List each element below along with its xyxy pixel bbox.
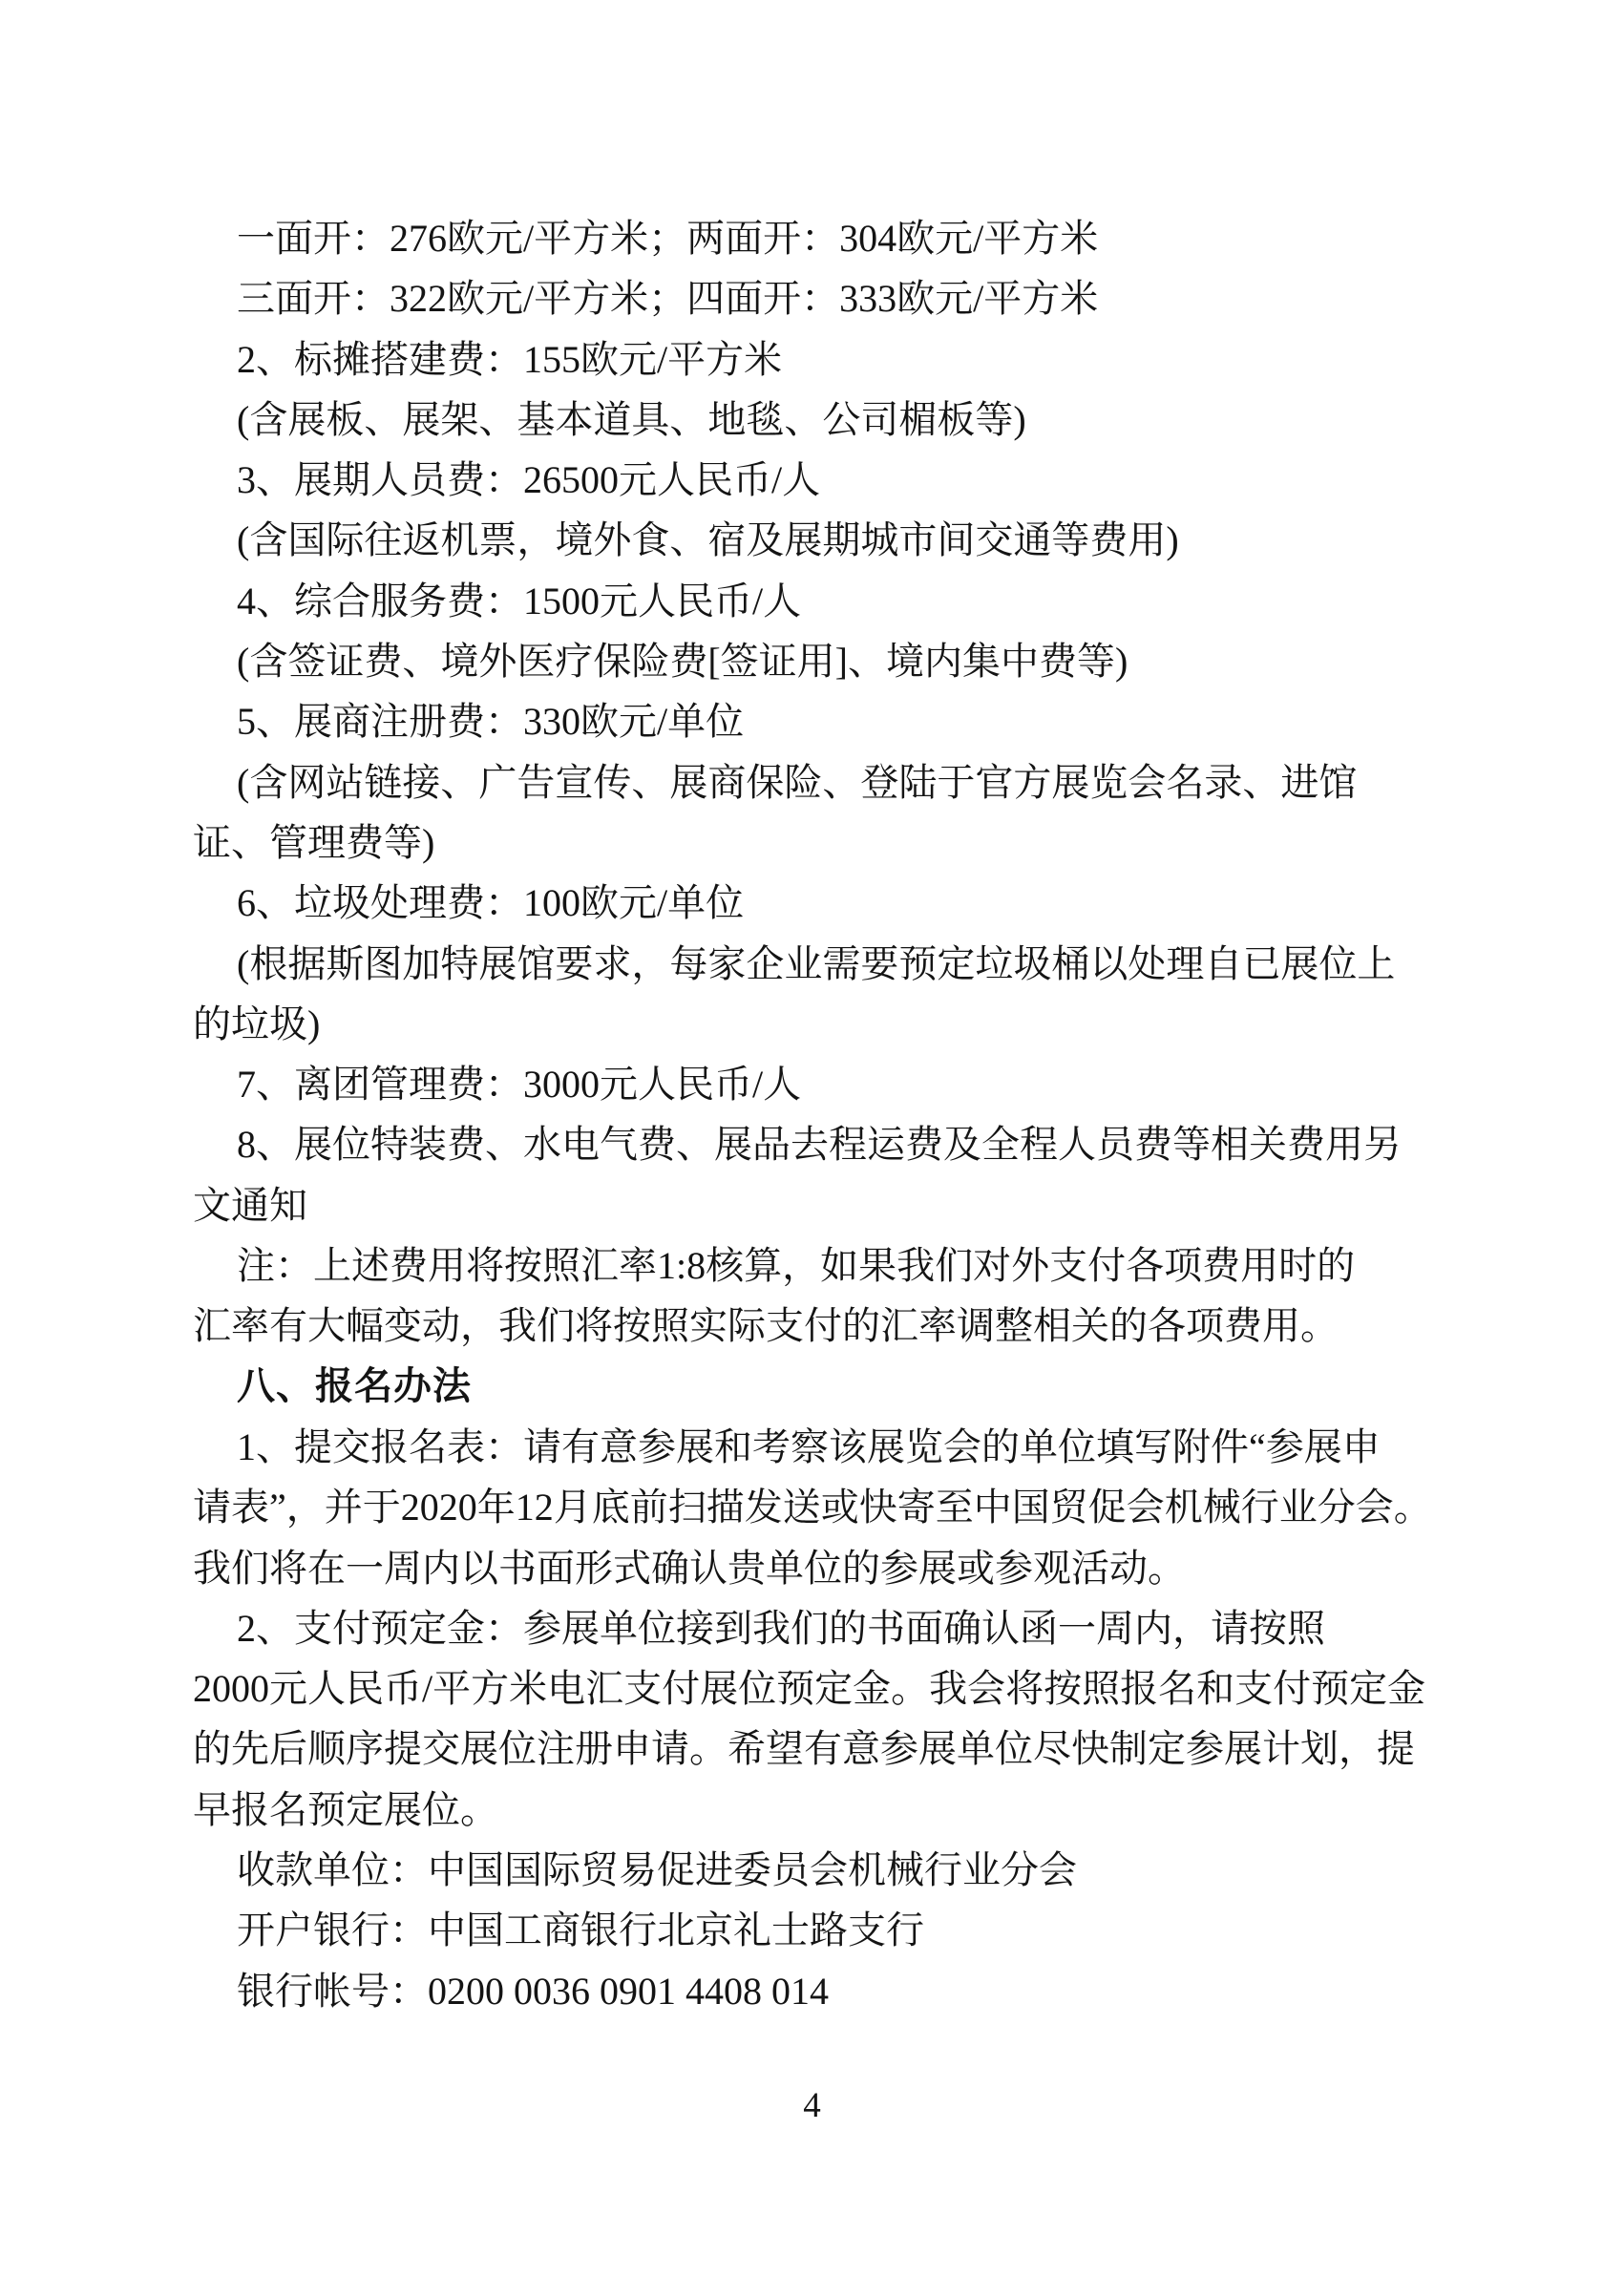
- bank-account-line: 银行帐号：0200 0036 0901 4408 014: [237, 1969, 829, 2013]
- fee-line-waste-disposal: 6、垃圾处理费：100欧元/单位: [237, 881, 745, 925]
- fee-line-exhibitor-registration: 5、展商注册费：330欧元/单位: [237, 700, 745, 744]
- exchange-rate-note-1: 注：上述费用将按照汇率1:8核算，如果我们对外支付各项费用时的: [237, 1244, 1356, 1288]
- fee-line-other-fees-2: 文通知: [193, 1183, 307, 1227]
- registration-step2-line-2: 2000元人民币/平方米电汇支付展位预定金。我会将按照报名和支付预定金: [193, 1667, 1426, 1711]
- fee-line-booth-1-2-sides: 一面开：276欧元/平方米；两面开：304欧元/平方米: [237, 217, 1099, 260]
- fee-note-registration-includes-1: (含网站链接、广告宣传、展商保险、登陆于官方展览会名录、进馆: [237, 760, 1358, 804]
- exchange-rate-note-2: 汇率有大幅变动，我们将按照实际支付的汇率调整相关的各项费用。: [193, 1304, 1339, 1348]
- section-heading-registration-method: 八、报名办法: [237, 1364, 472, 1407]
- fee-line-standard-booth-construction: 2、标摊搭建费：155欧元/平方米: [237, 337, 783, 381]
- registration-step1-line-3: 我们将在一周内以书面形式确认贵单位的参展或参观活动。: [193, 1546, 1186, 1590]
- fee-line-booth-3-4-sides: 三面开：322欧元/平方米；四面开：333欧元/平方米: [237, 277, 1099, 321]
- fee-note-booth-includes: (含展板、展架、基本道具、地毯、公司楣板等): [237, 397, 1026, 441]
- fee-note-waste-1: (根据斯图加特展馆要求，每家企业需要预定垃圾桶以处理自已展位上: [237, 941, 1396, 985]
- registration-step1-line-2: 请表”，并于2020年12月底前扫描发送或快寄至中国贸促会机械行业分会。: [193, 1486, 1432, 1529]
- document-text-block: [193, 208, 1432, 2021]
- fee-note-personnel-includes: (含国际往返机票，境外食、宿及展期城市间交通等费用): [237, 518, 1179, 562]
- fee-line-departure-management: 7、离团管理费：3000元人民币/人: [237, 1063, 802, 1107]
- bank-name-line: 开户银行：中国工商银行北京礼士路支行: [237, 1909, 924, 1952]
- registration-step2-line-4: 早报名预定展位。: [193, 1787, 498, 1831]
- fee-note-service-includes: (含签证费、境外医疗保险费[签证用]、境内集中费等): [237, 640, 1128, 684]
- registration-step2-line-1: 2、支付预定金：参展单位接到我们的书面确认函一周内，请按照: [237, 1606, 1325, 1650]
- registration-step2-line-3: 的先后顺序提交展位注册申请。希望有意参展单位尽快制定参展计划，提: [193, 1727, 1415, 1771]
- fee-note-registration-includes-2: 证、管理费等): [193, 820, 435, 864]
- fee-line-other-fees-1: 8、展位特装费、水电气费、展品去程运费及全程人员费等相关费用另: [237, 1123, 1402, 1167]
- page-number: 4: [803, 2086, 821, 2125]
- fee-line-personnel: 3、展期人员费：26500元人民币/人: [237, 458, 821, 502]
- fee-note-waste-2: 的垃圾): [193, 1002, 321, 1045]
- payee-name-line: 收款单位：中国国际贸易促进委员会机械行业分会: [237, 1848, 1077, 1892]
- registration-step1-line-1: 1、提交报名表：请有意参展和考察该展览会的单位填写附件“参展申: [237, 1424, 1381, 1468]
- fee-line-comprehensive-service: 4、综合服务费：1500元人民币/人: [237, 579, 802, 622]
